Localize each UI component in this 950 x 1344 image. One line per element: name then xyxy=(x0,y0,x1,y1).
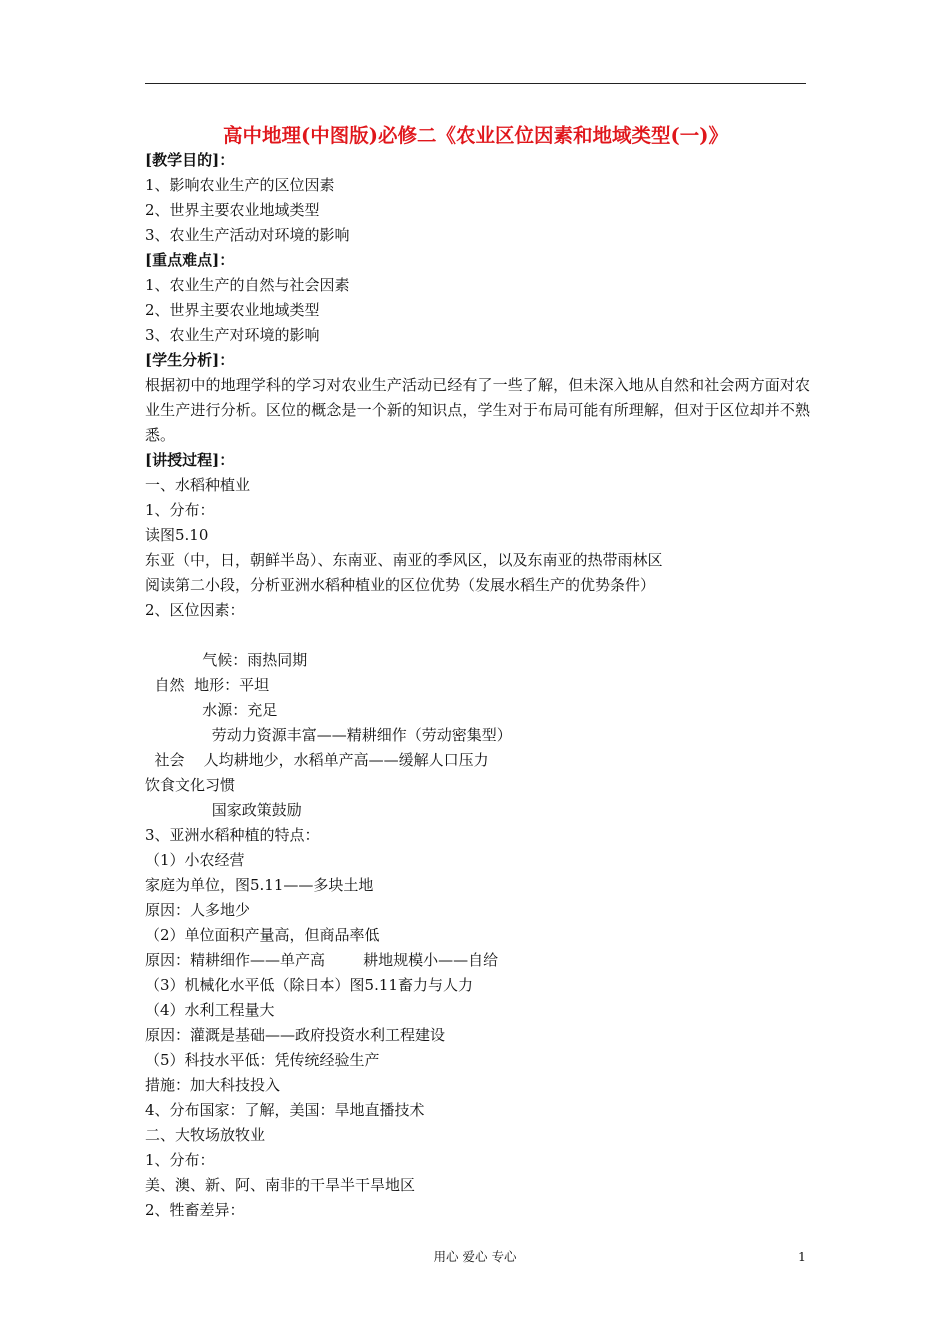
text-line: 东亚（中，日，朝鲜半岛）、东南亚、南亚的季风区，以及东南亚的热带雨林区 xyxy=(145,551,663,569)
text-line: 根据初中的地理学科的学习对农业生产活动已经有了一些了解，但未深入地从自然和社会两方面对农业生产进行分析。区位的概念是一个新的知识点，学生对于布局可能有所理解，但对于区位却并不熟悉。 xyxy=(145,376,810,444)
text-line: 3、农业生产活动对环境的影响 xyxy=(145,226,350,244)
section-heading: [教学目的]： xyxy=(145,151,235,169)
text-line: 原因：人多地少 xyxy=(145,901,251,919)
text-line: 2、世界主要农业地域类型 xyxy=(145,201,320,219)
text-line: 1、分布： xyxy=(145,501,215,519)
document-title: 高中地理(中图版)必修二《农业区位因素和地域类型(一)》 xyxy=(223,124,728,147)
text-line: 社会 人均耕地少，水稻单产高——缓解人口压力 xyxy=(145,751,489,769)
section-heading: [讲授过程]： xyxy=(145,451,235,469)
text-line: 美、澳、新、阿、南非的干旱半干旱地区 xyxy=(145,1176,416,1194)
page-number: 1 xyxy=(798,1249,806,1264)
text-line: 措施：加大科技投入 xyxy=(145,1076,281,1094)
text-line: 自然 地形：平坦 xyxy=(145,676,270,694)
text-line: 1、影响农业生产的区位因素 xyxy=(145,176,335,194)
text-line: 家庭为单位，图5.11——多块土地 xyxy=(145,876,374,894)
text-line: （3）机械化水平低（除日本）图5.11畜力与人力 xyxy=(145,976,473,994)
text-line: 读图5.10 xyxy=(145,526,209,544)
section-heading: [学生分析]： xyxy=(145,351,235,369)
text-line: 国家政策鼓励 xyxy=(145,801,302,819)
text-line: 原因：灌溉是基础——政府投资水利工程建设 xyxy=(145,1026,446,1044)
text-line: 原因：精耕细作——单产高 耕地规模小——自给 xyxy=(145,951,499,969)
document-body xyxy=(145,148,810,1223)
page-footer: 用心 爱心 专心 xyxy=(433,1249,517,1264)
text-line: 阅读第二小段，分析亚洲水稻种植业的区位优势（发展水稻生产的优势条件） xyxy=(145,576,656,594)
text-line: 一、水稻种植业 xyxy=(145,476,251,494)
text-line: 1、农业生产的自然与社会因素 xyxy=(145,276,350,294)
text-line: 2、牲畜差异： xyxy=(145,1201,245,1219)
text-line xyxy=(145,623,810,648)
text-line: 3、农业生产对环境的影响 xyxy=(145,326,320,344)
text-line: 饮食文化习惯 xyxy=(145,776,236,794)
section-heading: [重点难点]： xyxy=(145,251,235,269)
text-line: 劳动力资源丰富——精耕细作（劳动密集型） xyxy=(145,726,512,744)
text-line: （2）单位面积产量高，但商品率低 xyxy=(145,926,380,944)
text-line: 气候：雨热同期 xyxy=(145,651,308,669)
text-line: 4、分布国家：了解，美国：旱地直播技术 xyxy=(145,1101,425,1119)
header-rule xyxy=(145,83,806,84)
text-line: （4）水利工程量大 xyxy=(145,1001,275,1019)
text-line: 水源：充足 xyxy=(145,701,278,719)
text-line: （5）科技水平低：凭传统经验生产 xyxy=(145,1051,380,1069)
text-line: （1）小农经营 xyxy=(145,851,245,869)
text-line: 2、世界主要农业地域类型 xyxy=(145,301,320,319)
text-line: 3、亚洲水稻种植的特点： xyxy=(145,826,320,844)
text-line: 2、区位因素： xyxy=(145,601,245,619)
text-line: 1、分布： xyxy=(145,1151,215,1169)
text-line: 二、大牧场放牧业 xyxy=(145,1126,266,1144)
